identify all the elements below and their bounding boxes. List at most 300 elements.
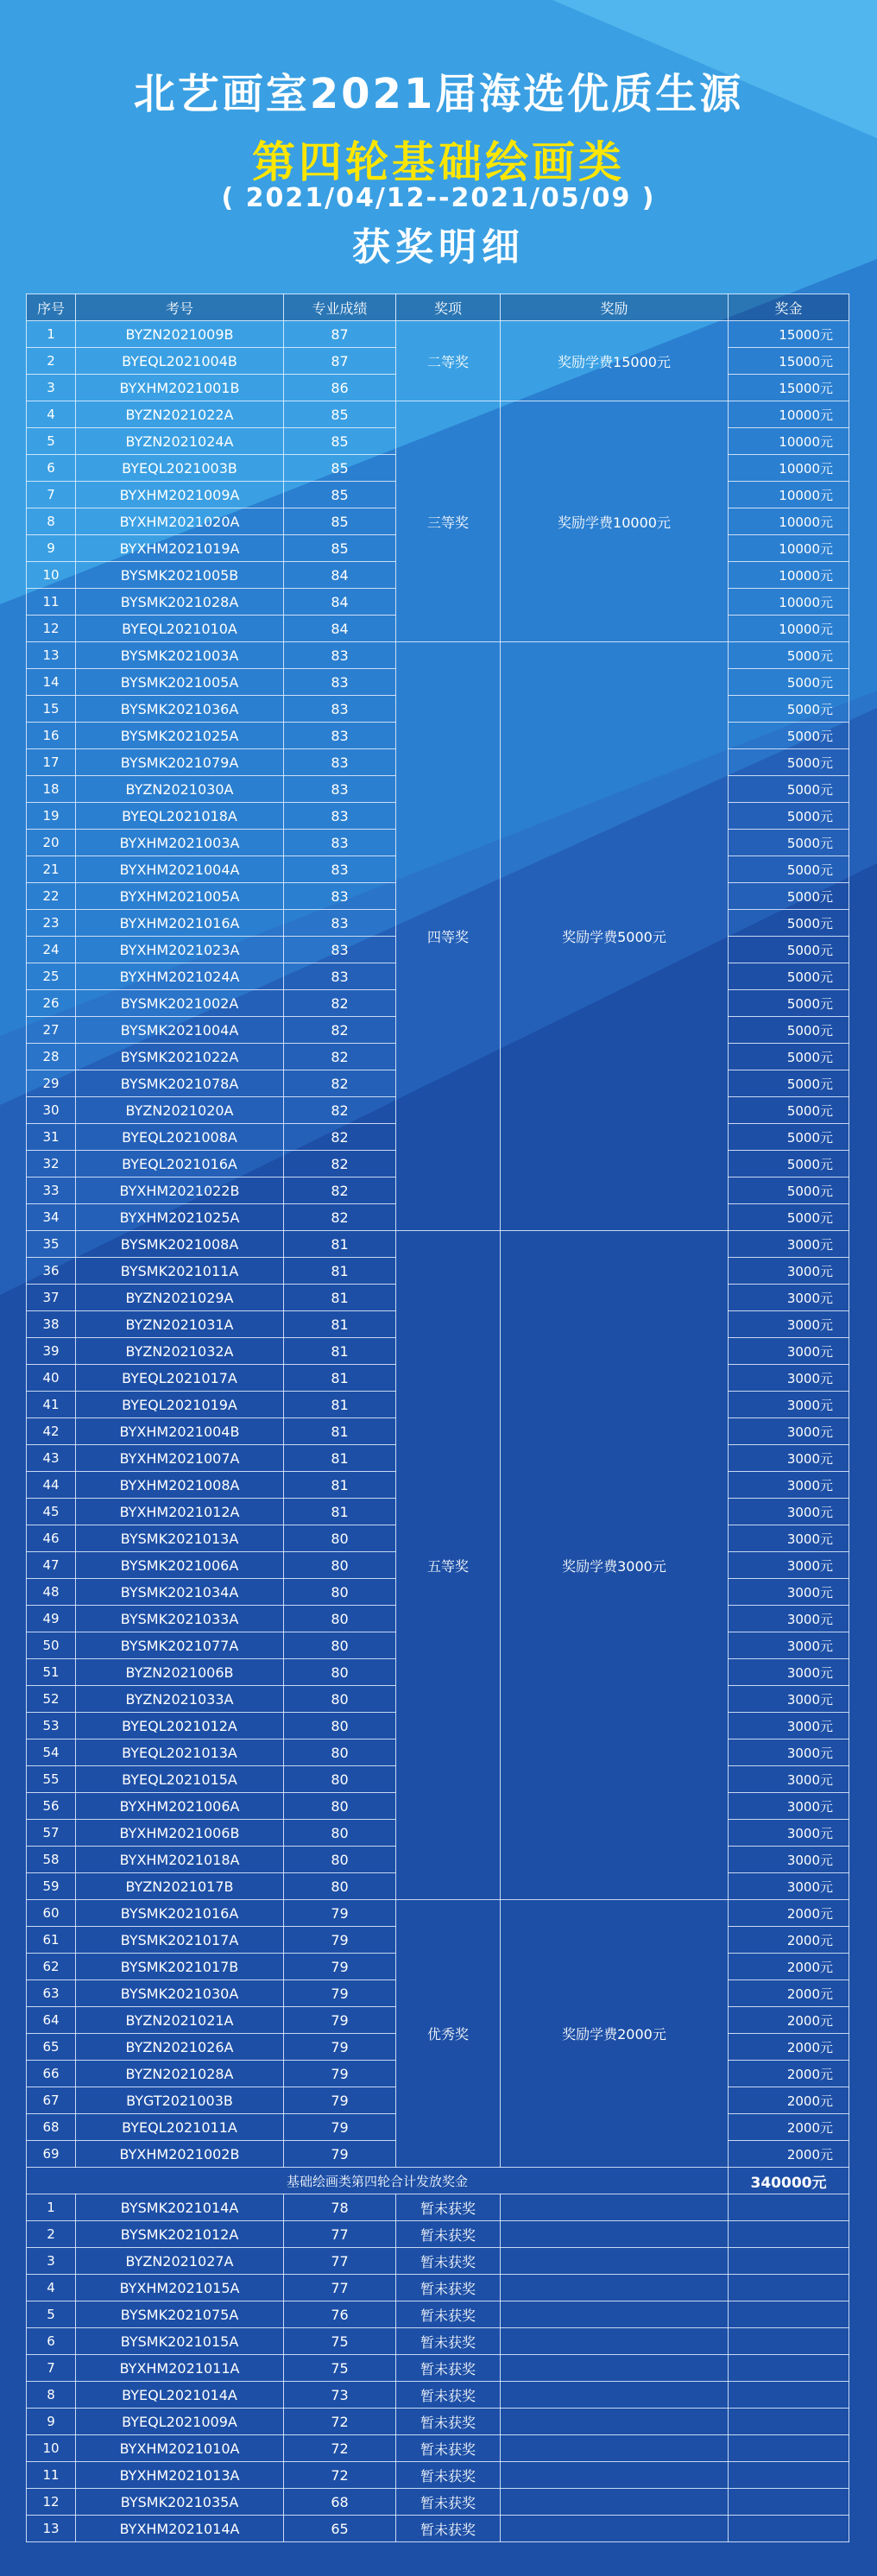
prize-amount: 15000元 [729,375,849,401]
award-level: 四等奖 [396,642,501,1231]
table-row [27,2301,849,2328]
score: 81 [284,1499,396,1525]
exam-id: BYXHM2021004A [76,856,284,883]
row-index: 6 [27,2328,76,2355]
exam-id: BYSMK2021077A [76,1632,284,1659]
total-amount: 340000元 [729,2168,849,2194]
table-row [27,401,849,428]
prize-amount: 5000元 [729,1044,849,1070]
exam-id: BYZN2021027A [76,2248,284,2275]
prize-amount: 10000元 [729,482,849,508]
exam-id: BYSMK2021025A [76,723,284,749]
prize-amount: 3000元 [729,1285,849,1311]
exam-id: BYXHM2021006B [76,1820,284,1847]
score: 84 [284,616,396,642]
score: 81 [284,1445,396,1472]
reward-empty [501,2248,729,2275]
row-index: 23 [27,910,76,937]
score: 82 [284,1070,396,1097]
score: 80 [284,1552,396,1579]
score: 85 [284,535,396,562]
table-header-row [27,294,849,321]
row-index: 53 [27,1713,76,1739]
row-index: 46 [27,1525,76,1552]
reward-empty [501,2409,729,2435]
prize-amount: 5000元 [729,1070,849,1097]
exam-id: BYSMK2021022A [76,1044,284,1070]
prize-amount: 5000元 [729,696,849,723]
score: 83 [284,830,396,856]
row-index: 61 [27,1927,76,1954]
row-index: 36 [27,1258,76,1285]
prize-amount: 5000元 [729,803,849,830]
prize-amount: 3000元 [729,1739,849,1766]
col-header-score: 专业成绩 [284,294,396,321]
exam-id: BYXHM2021010A [76,2435,284,2462]
row-index: 34 [27,1204,76,1231]
exam-id: BYSMK2021006A [76,1552,284,1579]
score: 82 [284,1178,396,1204]
row-index: 39 [27,1338,76,1365]
score: 76 [284,2301,396,2328]
score: 86 [284,375,396,401]
row-index: 31 [27,1124,76,1151]
row-index: 63 [27,1980,76,2007]
prize-amount: 2000元 [729,2087,849,2114]
prize-amount: 3000元 [729,1472,849,1499]
score: 83 [284,803,396,830]
row-index: 12 [27,616,76,642]
prize-amount: 2000元 [729,2114,849,2141]
row-index: 45 [27,1499,76,1525]
exam-id: BYXHM2021003A [76,830,284,856]
row-index: 5 [27,428,76,455]
exam-id: BYXHM2021005A [76,883,284,910]
exam-id: BYSMK2021003A [76,642,284,669]
prize-amount: 5000元 [729,1204,849,1231]
exam-id: BYSMK2021011A [76,1258,284,1285]
score: 81 [284,1311,396,1338]
score: 83 [284,776,396,803]
table-row [27,2194,849,2221]
row-index: 25 [27,963,76,990]
amount-empty [729,2382,849,2409]
score: 81 [284,1231,396,1258]
row-index: 11 [27,2462,76,2489]
score: 78 [284,2194,396,2221]
award-status: 暂未获奖 [396,2462,501,2489]
row-index: 4 [27,401,76,428]
reward-desc: 奖励学费15000元 [501,321,729,401]
score: 84 [284,589,396,616]
award-level: 三等奖 [396,401,501,642]
prize-amount: 10000元 [729,562,849,589]
exam-id: BYEQL2021009A [76,2409,284,2435]
reward-empty [501,2221,729,2248]
row-index: 68 [27,2114,76,2141]
row-index: 15 [27,696,76,723]
award-status: 暂未获奖 [396,2194,501,2221]
score: 80 [284,1632,396,1659]
row-index: 17 [27,749,76,776]
exam-id: BYSMK2021028A [76,589,284,616]
prize-amount: 5000元 [729,723,849,749]
row-index: 37 [27,1285,76,1311]
exam-id: BYSMK2021075A [76,2301,284,2328]
row-index: 52 [27,1686,76,1713]
amount-empty [729,2248,849,2275]
exam-id: BYEQL2021019A [76,1392,284,1418]
row-index: 18 [27,776,76,803]
exam-id: BYZN2021029A [76,1285,284,1311]
exam-id: BYEQL2021011A [76,2114,284,2141]
score: 79 [284,1954,396,1980]
row-index: 13 [27,642,76,669]
reward-empty [501,2462,729,2489]
row-index: 13 [27,2516,76,2542]
exam-id: BYSMK2021034A [76,1579,284,1606]
table-row [27,2409,849,2435]
score: 81 [284,1338,396,1365]
row-index: 10 [27,2435,76,2462]
score: 79 [284,2061,396,2087]
prize-amount: 5000元 [729,776,849,803]
table-row [27,2221,849,2248]
prize-amount: 5000元 [729,749,849,776]
row-index: 16 [27,723,76,749]
prize-amount: 5000元 [729,830,849,856]
prize-amount: 3000元 [729,1445,849,1472]
prize-amount: 3000元 [729,1766,849,1793]
exam-id: BYZN2021021A [76,2007,284,2034]
row-index: 59 [27,1873,76,1900]
row-index: 43 [27,1445,76,1472]
prize-amount: 2000元 [729,2061,849,2087]
award-status: 暂未获奖 [396,2275,501,2301]
prize-amount: 15000元 [729,321,849,348]
score: 72 [284,2462,396,2489]
exam-id: BYSMK2021008A [76,1231,284,1258]
prize-amount: 5000元 [729,937,849,963]
prize-amount: 3000元 [729,1873,849,1900]
row-index: 65 [27,2034,76,2061]
exam-id: BYSMK2021002A [76,990,284,1017]
score: 82 [284,1124,396,1151]
score: 83 [284,723,396,749]
score: 85 [284,401,396,428]
exam-id: BYXHM2021011A [76,2355,284,2382]
amount-empty [729,2194,849,2221]
reward-empty [501,2301,729,2328]
score: 85 [284,455,396,482]
exam-id: BYEQL2021003B [76,455,284,482]
row-index: 66 [27,2061,76,2087]
score: 80 [284,1793,396,1820]
table-row [27,642,849,669]
exam-id: BYEQL2021016A [76,1151,284,1178]
exam-id: BYEQL2021013A [76,1739,284,1766]
row-index: 51 [27,1659,76,1686]
reward-empty [501,2355,729,2382]
prize-amount: 3000元 [729,1418,849,1445]
score: 79 [284,2114,396,2141]
prize-amount: 2000元 [729,2034,849,2061]
prize-amount: 10000元 [729,401,849,428]
prize-amount: 5000元 [729,990,849,1017]
exam-id: BYSMK2021012A [76,2221,284,2248]
exam-id: BYSMK2021004A [76,1017,284,1044]
row-index: 3 [27,2248,76,2275]
row-index: 10 [27,562,76,589]
score: 80 [284,1525,396,1552]
amount-empty [729,2301,849,2328]
reward-desc: 奖励学费2000元 [501,1900,729,2168]
score: 81 [284,1472,396,1499]
prize-amount: 3000元 [729,1686,849,1713]
score: 80 [284,1579,396,1606]
prize-amount: 3000元 [729,1713,849,1739]
prize-amount: 15000元 [729,348,849,375]
col-header-award: 奖项 [396,294,501,321]
score: 83 [284,963,396,990]
amount-empty [729,2221,849,2248]
row-index: 21 [27,856,76,883]
exam-id: BYZN2021009B [76,321,284,348]
prize-amount: 10000元 [729,589,849,616]
row-index: 28 [27,1044,76,1070]
amount-empty [729,2489,849,2516]
table-row [27,2382,849,2409]
table-row [27,2275,849,2301]
row-index: 67 [27,2087,76,2114]
row-index: 22 [27,883,76,910]
prize-amount: 10000元 [729,616,849,642]
exam-id: BYSMK2021079A [76,749,284,776]
exam-id: BYXHM2021007A [76,1445,284,1472]
exam-id: BYSMK2021014A [76,2194,284,2221]
award-status: 暂未获奖 [396,2382,501,2409]
exam-id: BYXHM2021001B [76,375,284,401]
score: 80 [284,1847,396,1873]
score: 80 [284,1739,396,1766]
exam-id: BYXHM2021006A [76,1793,284,1820]
prize-amount: 3000元 [729,1579,849,1606]
exam-id: BYEQL2021015A [76,1766,284,1793]
prize-amount: 3000元 [729,1606,849,1632]
row-index: 9 [27,535,76,562]
prize-amount: 5000元 [729,963,849,990]
score: 75 [284,2355,396,2382]
amount-empty [729,2328,849,2355]
score: 83 [284,669,396,696]
table-row [27,2355,849,2382]
details-title: 获奖明细 [352,225,525,269]
exam-id: BYSMK2021035A [76,2489,284,2516]
score: 83 [284,642,396,669]
row-index: 30 [27,1097,76,1124]
prize-amount: 3000元 [729,1258,849,1285]
col-header-index: 序号 [27,294,76,321]
exam-id: BYXHM2021018A [76,1847,284,1873]
award-table [26,294,849,2542]
score: 81 [284,1392,396,1418]
exam-id: BYSMK2021016A [76,1900,284,1927]
row-index: 60 [27,1900,76,1927]
score: 79 [284,2141,396,2168]
score: 82 [284,1204,396,1231]
exam-id: BYSMK2021033A [76,1606,284,1632]
prize-amount: 5000元 [729,1097,849,1124]
date-range: ( 2021/04/12--2021/05/09 ) [221,183,656,213]
prize-amount: 3000元 [729,1793,849,1820]
exam-id: BYEQL2021008A [76,1124,284,1151]
exam-id: BYZN2021030A [76,776,284,803]
row-index: 19 [27,803,76,830]
row-index: 9 [27,2409,76,2435]
score: 85 [284,508,396,535]
amount-empty [729,2409,849,2435]
row-index: 27 [27,1017,76,1044]
score: 83 [284,749,396,776]
table-row [27,1900,849,1927]
exam-id: BYZN2021024A [76,428,284,455]
score: 82 [284,990,396,1017]
reward-desc: 奖励学费10000元 [501,401,729,642]
prize-amount: 10000元 [729,535,849,562]
score: 81 [284,1365,396,1392]
exam-id: BYZN2021006B [76,1659,284,1686]
prize-amount: 5000元 [729,1151,849,1178]
exam-id: BYXHM2021008A [76,1472,284,1499]
exam-id: BYXHM2021024A [76,963,284,990]
score: 80 [284,1873,396,1900]
exam-id: BYZN2021020A [76,1097,284,1124]
score: 68 [284,2489,396,2516]
exam-id: BYSMK2021017A [76,1927,284,1954]
exam-id: BYXHM2021012A [76,1499,284,1525]
amount-empty [729,2516,849,2542]
row-index: 11 [27,589,76,616]
row-index: 58 [27,1847,76,1873]
exam-id: BYEQL2021014A [76,2382,284,2409]
exam-id: BYZN2021017B [76,1873,284,1900]
prize-amount: 3000元 [729,1847,849,1873]
main-title: 北艺画室2021届海选优质生源 [133,70,744,118]
prize-amount: 10000元 [729,428,849,455]
reward-empty [501,2435,729,2462]
score: 81 [284,1285,396,1311]
reward-empty [501,2275,729,2301]
reward-desc: 奖励学费3000元 [501,1231,729,1900]
score: 81 [284,1418,396,1445]
score: 83 [284,883,396,910]
prize-amount: 5000元 [729,1017,849,1044]
exam-id: BYZN2021033A [76,1686,284,1713]
prize-amount: 5000元 [729,1124,849,1151]
amount-empty [729,2462,849,2489]
row-index: 14 [27,669,76,696]
prize-amount: 5000元 [729,856,849,883]
exam-id: BYXHM2021022B [76,1178,284,1204]
score: 79 [284,1900,396,1927]
exam-id: BYXHM2021025A [76,1204,284,1231]
score: 79 [284,2007,396,2034]
amount-empty [729,2275,849,2301]
reward-empty [501,2328,729,2355]
score: 80 [284,1713,396,1739]
reward-empty [501,2194,729,2221]
award-status: 暂未获奖 [396,2489,501,2516]
col-header-reward: 奖励 [501,294,729,321]
prize-amount: 10000元 [729,508,849,535]
row-index: 26 [27,990,76,1017]
prize-amount: 2000元 [729,1954,849,1980]
score: 80 [284,1659,396,1686]
score: 72 [284,2409,396,2435]
prize-amount: 5000元 [729,910,849,937]
award-status: 暂未获奖 [396,2248,501,2275]
exam-id: BYXHM2021013A [76,2462,284,2489]
row-index: 6 [27,455,76,482]
row-index: 7 [27,2355,76,2382]
prize-amount: 5000元 [729,669,849,696]
row-index: 2 [27,348,76,375]
row-index: 49 [27,1606,76,1632]
row-index: 4 [27,2275,76,2301]
score: 77 [284,2221,396,2248]
award-status: 暂未获奖 [396,2221,501,2248]
sub-title: 第四轮基础绘画类 [252,137,625,187]
table-row [27,321,849,348]
prize-amount: 3000元 [729,1338,849,1365]
reward-empty [501,2516,729,2542]
reward-empty [501,2489,729,2516]
exam-id: BYSMK2021078A [76,1070,284,1097]
row-index: 12 [27,2489,76,2516]
score: 77 [284,2275,396,2301]
col-header-amount: 奖金 [729,294,849,321]
exam-id: BYSMK2021015A [76,2328,284,2355]
row-index: 54 [27,1739,76,1766]
exam-id: BYXHM2021004B [76,1418,284,1445]
award-status: 暂未获奖 [396,2409,501,2435]
reward-empty [501,2382,729,2409]
score: 83 [284,910,396,937]
table-row [27,2328,849,2355]
score: 80 [284,1766,396,1793]
amount-empty [729,2435,849,2462]
prize-amount: 3000元 [729,1820,849,1847]
score: 84 [284,562,396,589]
score: 79 [284,2034,396,2061]
row-index: 3 [27,375,76,401]
row-index: 8 [27,508,76,535]
row-index: 24 [27,937,76,963]
award-level: 五等奖 [396,1231,501,1900]
exam-id: BYSMK2021030A [76,1980,284,2007]
exam-id: BYEQL2021004B [76,348,284,375]
reward-desc: 奖励学费5000元 [501,642,729,1231]
prize-amount: 5000元 [729,1178,849,1204]
prize-amount: 3000元 [729,1499,849,1525]
prize-amount: 3000元 [729,1392,849,1418]
prize-amount: 2000元 [729,2007,849,2034]
exam-id: BYSMK2021005B [76,562,284,589]
prize-amount: 3000元 [729,1632,849,1659]
exam-id: BYZN2021026A [76,2034,284,2061]
row-index: 41 [27,1392,76,1418]
prize-amount: 3000元 [729,1552,849,1579]
